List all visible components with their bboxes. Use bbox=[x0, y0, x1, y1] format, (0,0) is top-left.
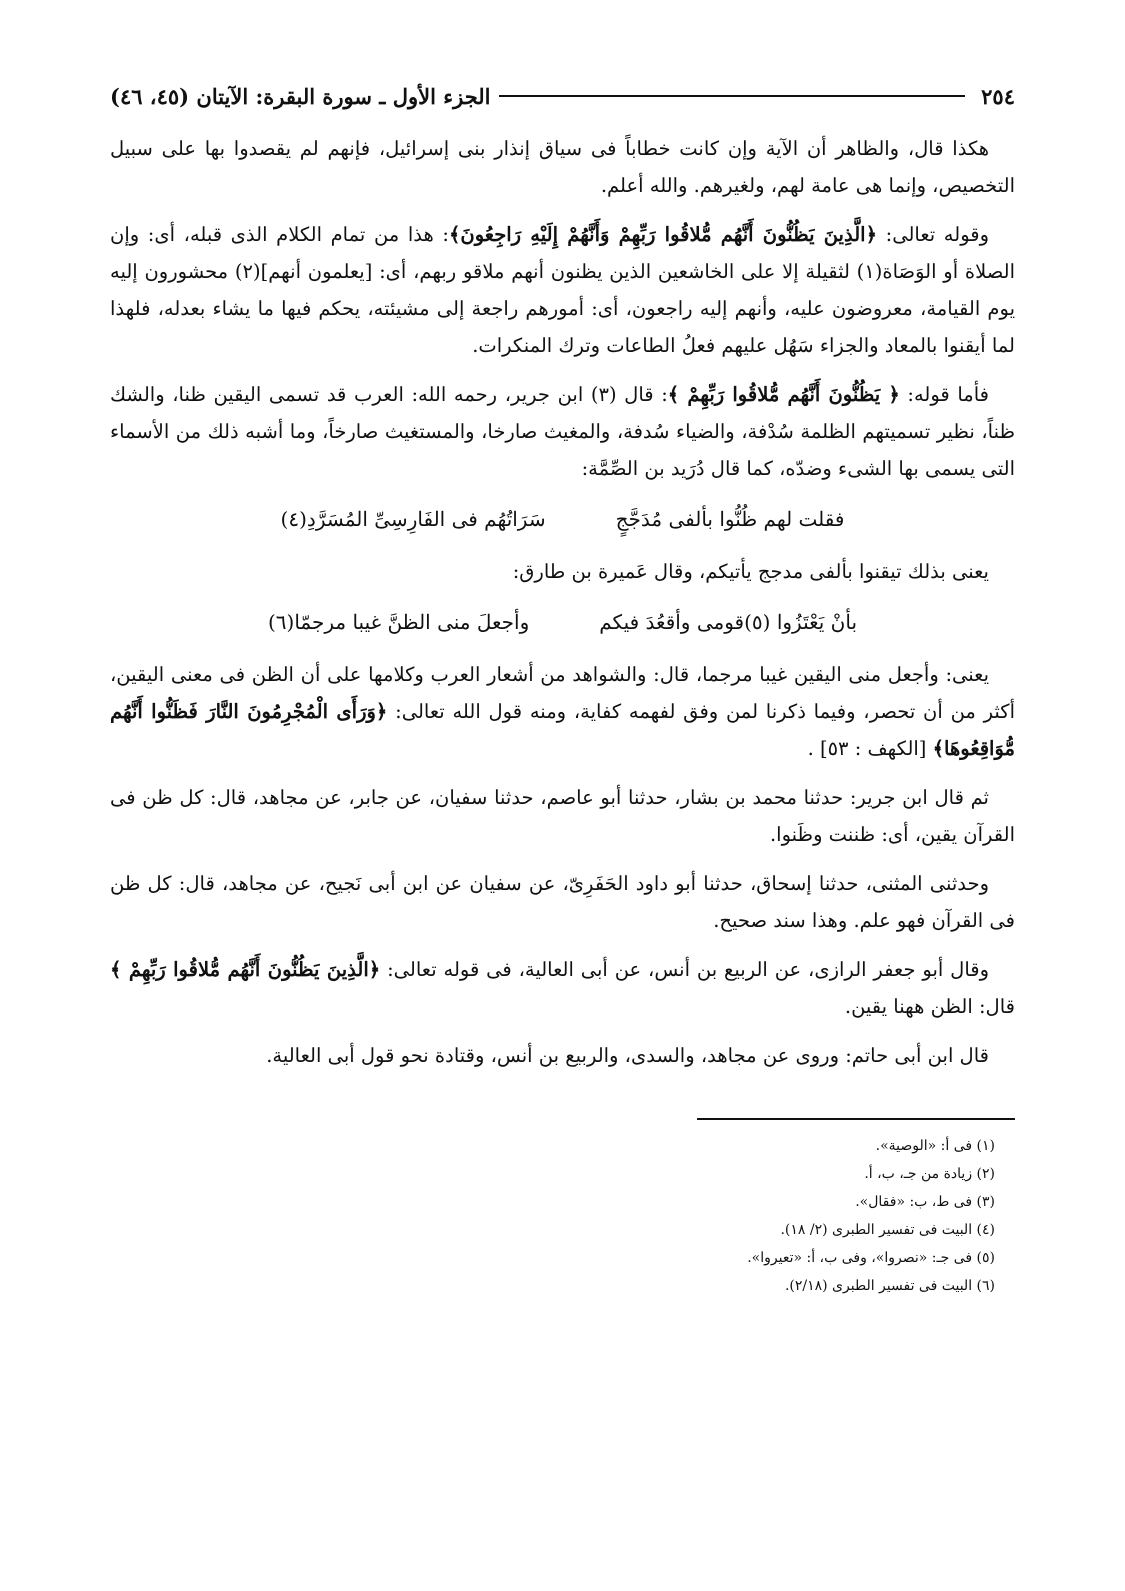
paragraph bbox=[110, 951, 1015, 1025]
footnote: (٤) البيت فى تفسير الطبرى (٢/ ١٨). bbox=[780, 1222, 995, 1238]
poem-verse bbox=[110, 499, 1015, 539]
paragraph-text: قال ابن أبى حاتم: وروى عن مجاهد، والسدى، والربيع بن أنس، وقتادة نحو قول أبى العالية. bbox=[266, 1044, 989, 1067]
paragraph-text: : قال (٣) ابن جرير، رحمه الله: العرب قد تسمى اليقين ظنا، والشك ظناً، نظير تسميتهم الظلمة سُدْفة، والضياء سُدفة، والمغيث صارخا، والمستغيث صارخاً، وما أشبه ذلك من الأسماء التى يسمى بها الشىء وضدّه، كما قال دُرَيد بن الصِّمَّة: bbox=[110, 383, 1015, 480]
footnote: (٣) فى ط، ب: «فقال». bbox=[855, 1194, 995, 1210]
running-title: الجزء الأول ـ سورة البقرة: الآيتان (٤٥، ٤٦) bbox=[110, 83, 491, 109]
paragraph-text: هكذا قال، والظاهر أن الآية وإن كانت خطاباً فى سياق إنذار بنى إسرائيل، فإنهم لم يقصدوا بها على سبيل التخصيص، وإنما هى عامة لهم، ولغيرهم. والله أعلم. bbox=[110, 137, 1015, 197]
quran-verse: ﴿الَّذِينَ يَظُنُّونَ أَنَّهُم مُّلاقُوا رَبِّهِمْ ﴾ bbox=[110, 958, 381, 981]
paragraph-lead: فأما قوله: bbox=[899, 383, 990, 406]
paragraph-text: قال: الظن ههنا يقين. bbox=[844, 995, 1015, 1018]
poem-hemistich-second: وأجعلَ منى الظنَّ غيبا مرجمّا(٦) bbox=[267, 610, 530, 634]
footnote: (١) فى أ: «الوصية». bbox=[875, 1138, 995, 1154]
paragraph bbox=[110, 376, 1015, 487]
poem-verse bbox=[110, 602, 1015, 642]
page-header bbox=[110, 80, 1015, 112]
paragraph-text: : هذا من تمام الكلام الذى قبله، أى: وإن الصلاة أو الوَصَاة(١) لثقيلة إلا على الخاشعين الذين يظنون أنهم ملاقو ربهم، أى: [يعلمون أنهم](٢) محشورون إليه يوم القيامة، معروضون عليه، وأنهم إليه راجعون، أى: أمورهم راجعة إلى مشيئته، يحكم فيها ما يشاء بعدله، فلهذا لما أيقنوا بالمعاد والجزاء سَهُل عليهم فعلُ الطاعات وترك المنكرات. bbox=[110, 223, 1016, 357]
paragraph bbox=[110, 216, 1015, 364]
poem-hemistich-second: سَرَاتُهُم فى الفَارِسِىِّ المُسَرَّدِ(٤) bbox=[280, 507, 546, 531]
header-rule bbox=[499, 95, 966, 97]
quran-verse: ﴿الَّذِينَ يَظُنُّونَ أَنَّهُم مُّلاقُوا رَبِّهِمْ وَأَنَّهُمْ إِلَيْهِ رَاجِعُونَ﴾ bbox=[448, 223, 878, 246]
footnote: (٦) البيت فى تفسير الطبرى (٢/١٨). bbox=[784, 1278, 995, 1294]
footnote: (٥) فى جـ: «نصروا»، وفى ب، أ: «تعيروا». bbox=[747, 1250, 995, 1266]
page-number: ٢٥٤ bbox=[981, 83, 1015, 109]
paragraph-lead: وقال أبو جعفر الرازى، عن الربيع بن أنس، عن أبى العالية، فى قوله تعالى: bbox=[380, 958, 989, 981]
paragraph-lead: وقوله تعالى: bbox=[877, 223, 990, 246]
paragraph bbox=[110, 1037, 1015, 1074]
paragraph-text: ثم قال ابن جرير: حدثنا محمد بن بشار، حدثنا أبو عاصم، حدثنا سفيان، عن جابر، عن مجاهد، قال: كل ظن فى القرآن يقين، أى: ظننت وظَنوا. bbox=[110, 786, 1015, 846]
footnote: (٢) زيادة من جـ، ب، أ. bbox=[864, 1166, 995, 1182]
paragraph-text: وحدثنى المثنى، حدثنا إسحاق، حدثنا أبو داود الحَفَرِىّ، عن سفيان عن ابن أبى نَجيح، عن مجاهد، قال: كل ظن فى القرآن فهو علم. وهذا سند صحيح. bbox=[110, 872, 1015, 932]
paragraph bbox=[110, 130, 1015, 204]
footnote-divider bbox=[697, 1118, 1015, 1120]
paragraph bbox=[110, 865, 1015, 939]
paragraph-text: [الكهف : ٥٣] . bbox=[807, 737, 933, 760]
paragraph-lead: يعنى: وأجعل منى اليقين غيبا مرجما، قال: والشواهد من أشعار العرب وكلامها على أن الظن فى معنى اليقين، أكثر من أن تحصر، وفيما ذكرنا لمن وفق لفهمه كفاية، ومنه قول الله تعالى: bbox=[110, 663, 1015, 723]
paragraph bbox=[110, 779, 1015, 853]
poem-hemistich-first: بأنْ يَعْتَزُوا (٥)قومى وأقعُدَ فيكم bbox=[599, 610, 858, 634]
footnotes bbox=[110, 1132, 1015, 1300]
poem-hemistich-first: فقلت لهم ظُنُّوا بألفى مُدَجَّجٍ bbox=[615, 507, 845, 531]
quran-verse: ﴿وَرَأَى الْمُجْرِمُونَ النَّارَ فَظَنُّوا أَنَّهُم مُّوَاقِعُوهَا﴾ bbox=[110, 700, 1015, 760]
quran-verse: ﴿ يَظُنُّونَ أَنَّهُم مُّلاقُوا رَبِّهِمْ ﴾ bbox=[667, 383, 900, 406]
paragraph bbox=[110, 656, 1015, 767]
paragraph: يعنى بذلك تيقنوا بألفى مدجج يأتيكم، وقال عَميرة بن طارق: bbox=[512, 560, 989, 583]
